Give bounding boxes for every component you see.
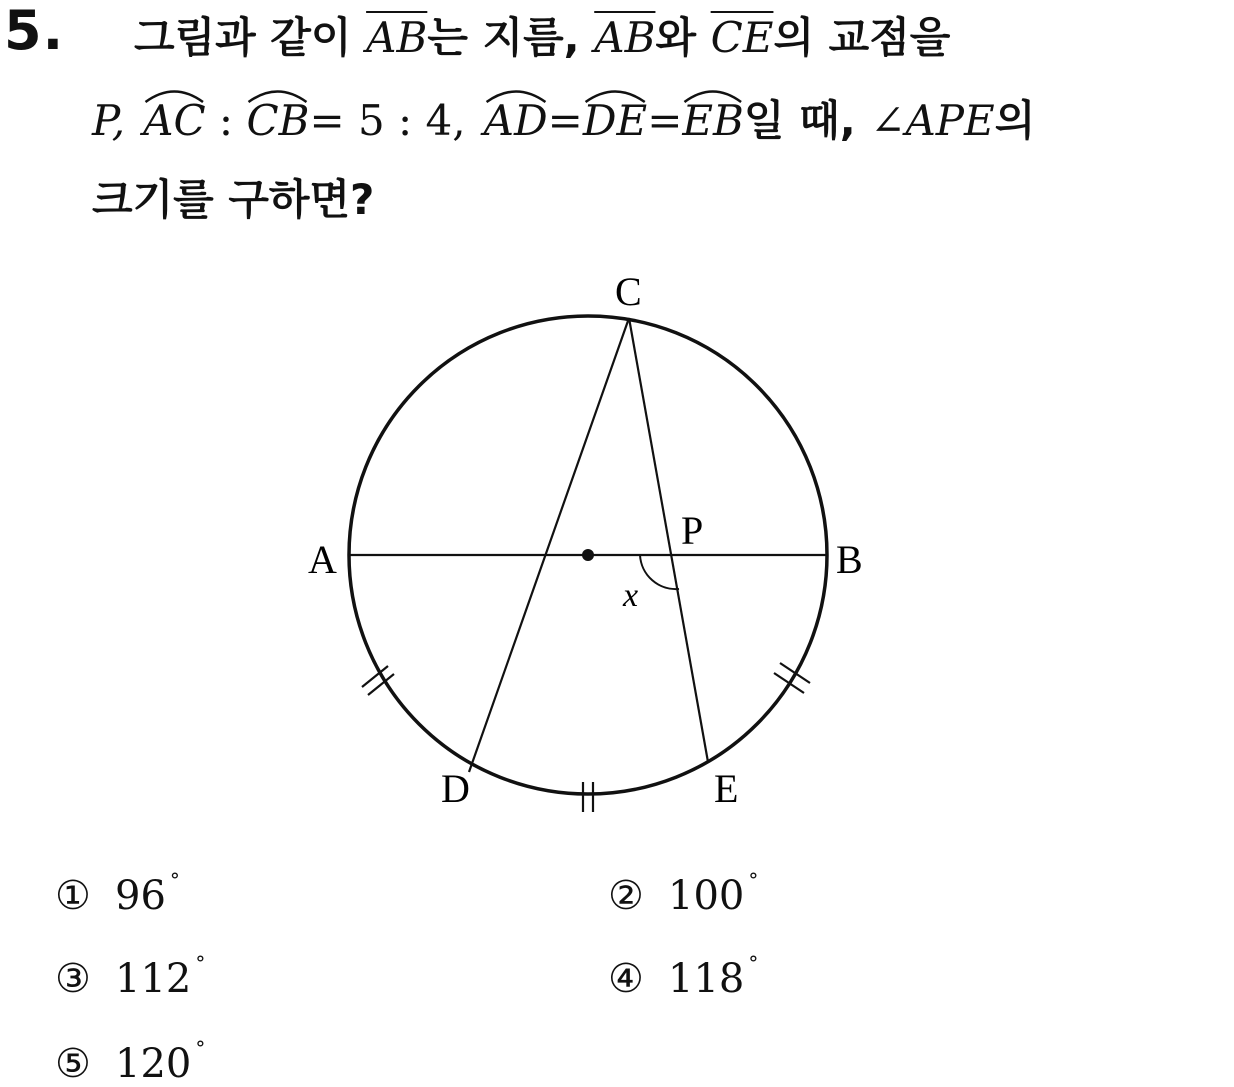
label-p: P: [681, 508, 704, 553]
degree-unit: °: [195, 951, 206, 975]
segment-ce: $\overline{CE}$: [710, 13, 774, 62]
question-number: 5.: [4, 0, 65, 62]
equals-sign: =: [547, 96, 583, 145]
choice-3[interactable]: [55, 951, 206, 1002]
degree-unit: °: [748, 951, 759, 975]
label-b: B: [836, 537, 863, 582]
center-point: [582, 549, 594, 561]
question-text: 의: [994, 96, 1036, 145]
ratio-colon: :: [205, 96, 247, 145]
question-text: 는 지름,: [427, 13, 595, 62]
question-text: 그림과 같이: [134, 13, 367, 62]
segment-ab: $\overline{AB}$: [366, 13, 428, 62]
choice-2[interactable]: [608, 868, 759, 919]
choice-value: 96: [115, 873, 166, 919]
choice-value: 112: [115, 956, 192, 1002]
choice-4[interactable]: [608, 951, 759, 1002]
arc-ad: AD: [484, 97, 548, 145]
choice-mark: ②: [608, 873, 644, 919]
segment-ab: $\overline{AB}$: [594, 13, 656, 62]
arc-eb: EB: [682, 97, 744, 145]
chord-cd: [469, 318, 629, 772]
point-p-text: P,: [92, 96, 126, 145]
arc-cb: CB: [246, 97, 309, 145]
choice-value: 100: [668, 873, 745, 919]
label-d: D: [441, 766, 470, 811]
degree-unit: °: [195, 1036, 206, 1060]
equals-sign: =: [647, 96, 683, 145]
choice-mark: ③: [55, 956, 91, 1002]
label-e: E: [714, 766, 739, 811]
choice-1[interactable]: [55, 868, 180, 919]
question-text: 일 때,: [743, 96, 871, 145]
question-line-2: [92, 97, 1035, 145]
choice-value: 120: [115, 1041, 192, 1087]
choice-mark: ⑤: [55, 1041, 91, 1087]
label-c: C: [615, 269, 642, 314]
circle-figure: [290, 260, 890, 820]
ratio-value: = 5 : 4,: [309, 96, 466, 145]
label-a: A: [308, 537, 337, 582]
question-line-3: 크기를 구하면?: [92, 175, 375, 224]
arc-ac: AC: [143, 97, 205, 145]
question-text: 와: [655, 13, 711, 62]
choice-value: 118: [668, 956, 745, 1002]
choice-mark: ①: [55, 873, 91, 919]
choice-mark: ④: [608, 956, 644, 1002]
question-text: 의 교점을: [773, 13, 951, 62]
choice-5[interactable]: [55, 1036, 206, 1087]
arc-de: DE: [583, 97, 647, 145]
angle-ape: ∠APE: [870, 96, 995, 145]
degree-unit: °: [748, 868, 759, 892]
degree-unit: °: [169, 868, 180, 892]
label-x: x: [623, 577, 639, 614]
question-line-1: [134, 14, 950, 62]
